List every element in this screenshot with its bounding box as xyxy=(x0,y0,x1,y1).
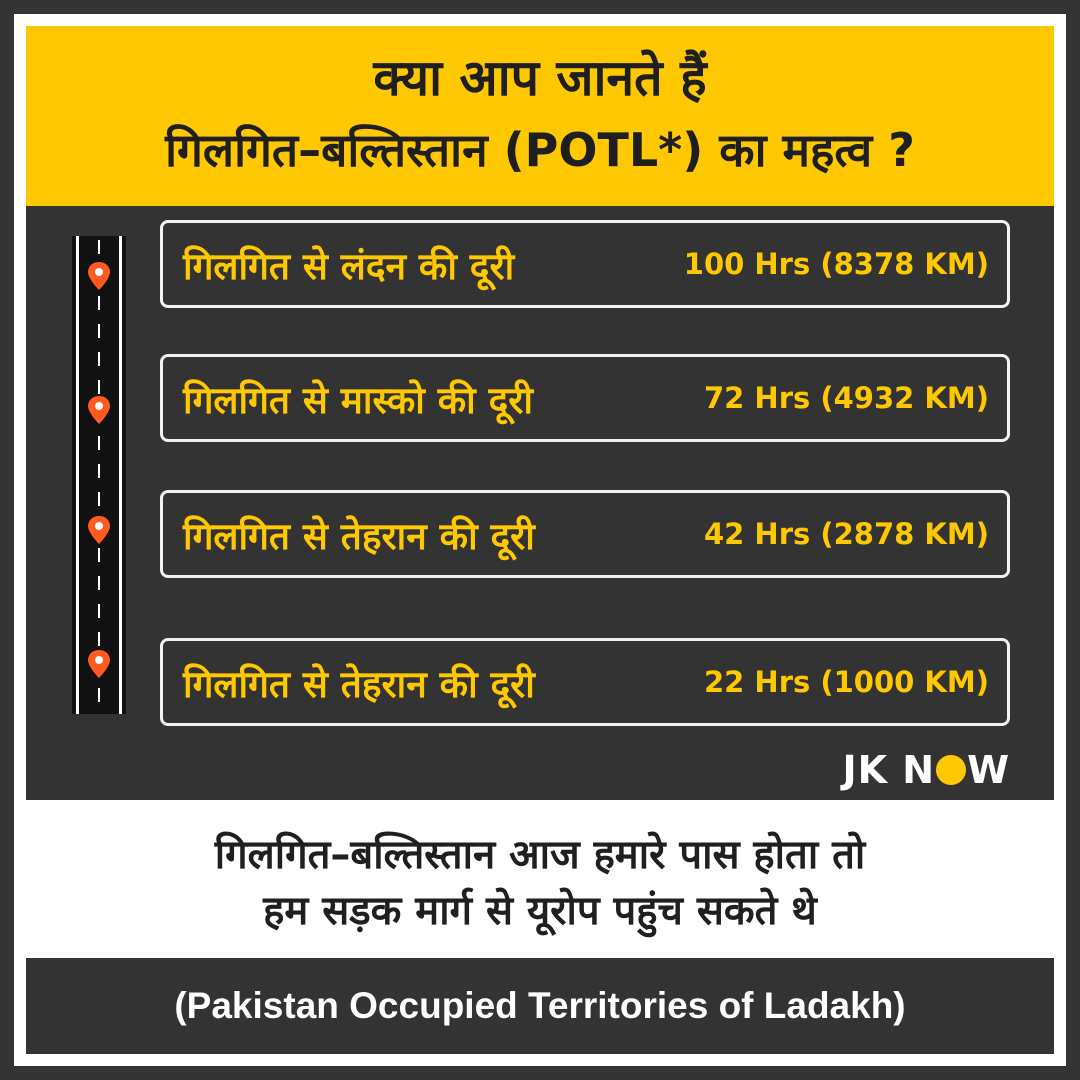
jk-now-logo xyxy=(842,748,1010,792)
statement-line-1: गिलगित–बल्तिस्तान आज हमारे पास होता तो xyxy=(214,832,866,878)
distance-label: गिलगित से तेहरान की दूरी xyxy=(183,514,535,558)
distance-value: 100 Hrs (8378 KM) xyxy=(683,247,989,281)
distance-box-london xyxy=(160,220,1010,308)
distance-value: 72 Hrs (4932 KM) xyxy=(703,381,989,415)
distance-value: 42 Hrs (2878 KM) xyxy=(703,517,989,551)
logo-dot xyxy=(936,755,966,785)
headline-topic: गिलगित–बल्तिस्तान (POTL*) का महत्व ? xyxy=(165,123,915,177)
poster xyxy=(26,26,1054,1054)
distance-label: गिलगित से मास्को की दूरी xyxy=(183,378,534,422)
statement-line-2: हम सड़क मार्ग से यूरोप पहुंच सकते थे xyxy=(263,888,817,934)
header-banner xyxy=(26,26,1054,206)
logo-text-start: JK N xyxy=(842,748,936,792)
distance-box-moscow xyxy=(160,354,1010,442)
distance-panel xyxy=(26,206,1054,800)
distance-value: 22 Hrs (1000 KM) xyxy=(703,665,989,699)
distance-label: गिलगित से तेहरान की दूरी xyxy=(183,662,535,706)
distance-box-tehran-2 xyxy=(160,638,1010,726)
road-icon xyxy=(72,236,126,714)
headline-question: क्या आप जानते हैं xyxy=(373,49,707,107)
logo-text-end: W xyxy=(967,748,1010,792)
statement-band xyxy=(26,800,1054,958)
footer-note: (Pakistan Occupied Territories of Ladakh) xyxy=(26,958,1054,1054)
distance-label: गिलगित से लंदन की दूरी xyxy=(183,244,515,288)
distance-box-tehran xyxy=(160,490,1010,578)
